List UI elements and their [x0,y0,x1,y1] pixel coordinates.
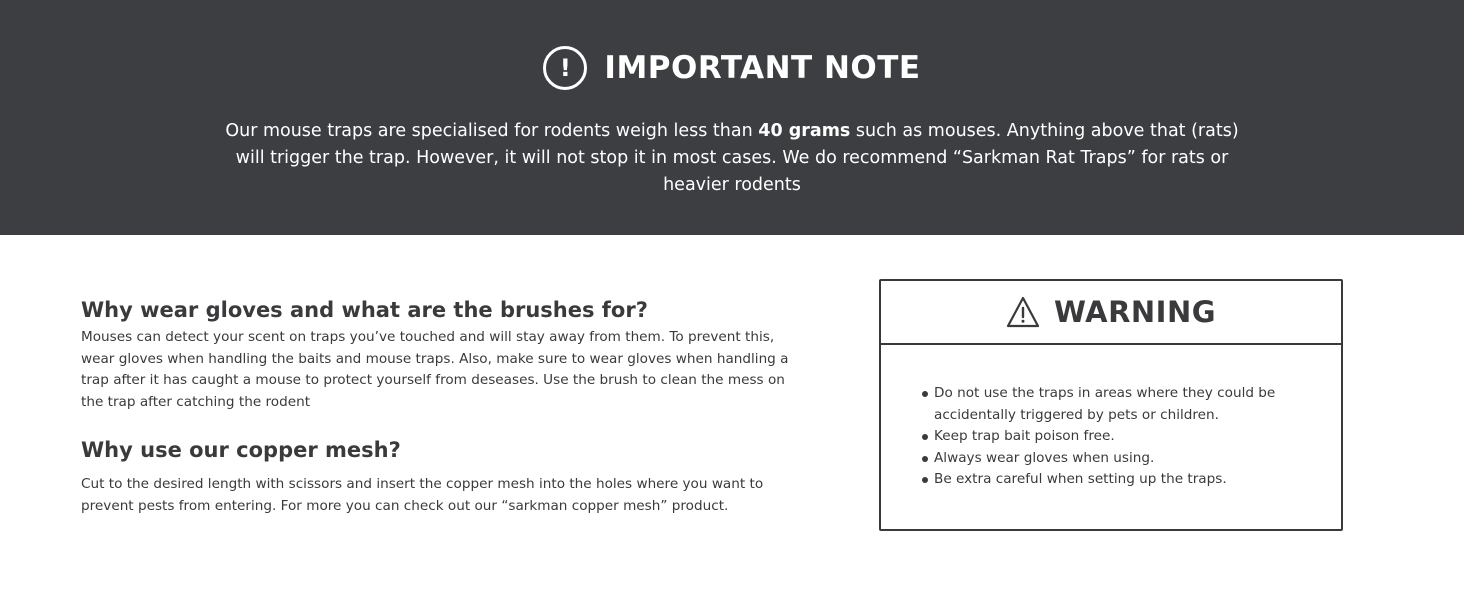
warning-list [881,383,1341,491]
banner-text-start: Our mouse traps are specialised for rodents weigh less than [225,121,759,141]
banner-text-end: such as mouses. Anything above that (rats) will trigger the trap. However, it will not stop it in most cases. We do recommend “Sarkman Rat Traps” for rats or heavier rodents [235,121,1239,195]
section-body-copper-mesh: Cut to the desired length with scissors and insert the copper mesh into the holes where you want to prevent pests from entering. For more you can check out our “sarkman copper mesh” product. [81,476,764,514]
warning-item: Be extra careful when setting up the traps. [921,469,1284,491]
section-body-gloves: Mouses can detect your scent on traps you’ve touched and will stay away from them. To prevent this, wear gloves when handling the baits and mouse traps. Also, make sure to wear gloves when handling a trap after it has caught a mouse to protect yourself from deseases. Use the brush to clean the mess on the trap after catching the rodent [81,329,789,410]
warning-item: Do not use the traps in areas where they could be accidentally triggered by pets or children. [921,383,1284,426]
info-sections [81,296,801,517]
banner-title-row [0,43,1464,93]
banner-title: IMPORTANT NOTE [604,50,921,86]
banner-text-highlight: 40 grams [758,121,851,141]
banner-text [220,118,1244,199]
important-note-banner [0,0,1464,235]
warning-header [881,281,1341,345]
warning-item: Always wear gloves when using. [921,448,1284,470]
warning-box [879,279,1343,531]
warning-triangle-icon [1006,296,1040,328]
warning-item: Keep trap bait poison free. [921,426,1284,448]
section-heading-copper-mesh: Why use our copper mesh? [81,438,401,462]
warning-title: WARNING [1053,295,1217,329]
exclamation-circle-icon: ! [543,46,587,90]
section-heading-gloves: Why wear gloves and what are the brushes for? [81,298,648,322]
